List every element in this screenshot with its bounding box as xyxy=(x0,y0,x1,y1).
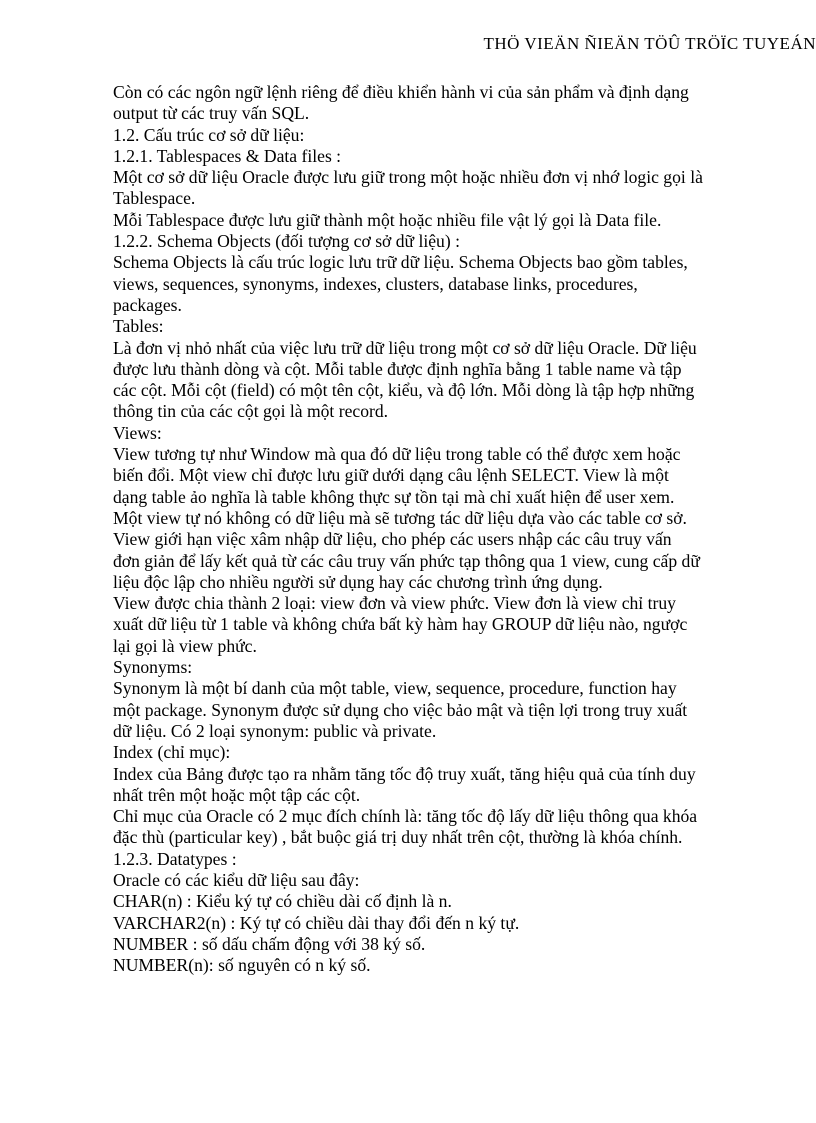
text-line: xuất dữ liệu từ 1 table và không chứa bất kỳ hàm hay GROUP dữ liệu nào, ngược xyxy=(113,614,688,635)
text-line: packages. xyxy=(113,294,182,315)
text-line: Index của Bảng được tạo ra nhằm tăng tốc độ truy xuất, tăng hiệu quả của tính duy xyxy=(113,763,696,784)
text-line: biến đổi. Một view chỉ được lưu giữ dưới dạng câu lệnh SELECT. View là một xyxy=(113,465,669,486)
text-line: một package. Synonym được sử dụng cho việc bảo mật và tiện lợi trong truy xuất xyxy=(113,699,688,720)
text-line: Index (chỉ mục): xyxy=(113,742,231,763)
text-line: Synonyms: xyxy=(113,657,193,678)
text-line: View tương tự như Window mà qua đó dữ liệu trong table có thể được xem hoặc xyxy=(113,444,681,465)
text-line: nhất trên một hoặc một tập các cột. xyxy=(113,784,361,805)
text-line: dữ liệu. Có 2 loại synonym: public và private. xyxy=(113,720,437,741)
text-line: được lưu thành dòng và cột. Mỗi table được định nghĩa bằng 1 table name và tập xyxy=(113,358,682,379)
text-line: Views: xyxy=(113,422,162,443)
text-line: 1.2.1. Tablespaces & Data files : xyxy=(113,145,342,166)
text-line: CHAR(n) : Kiểu ký tự có chiều dài cố định là n. xyxy=(113,891,452,912)
document-body xyxy=(113,82,753,976)
text-line: Mỗi Tablespace được lưu giữ thành một hoặc nhiều file vật lý gọi là Data file. xyxy=(113,209,662,230)
text-line: Tablespace. xyxy=(113,188,196,209)
text-line: Synonym là một bí danh của một table, view, sequence, procedure, function hay xyxy=(113,678,677,699)
text-line: Chỉ mục của Oracle có 2 mục đích chính là: tăng tốc độ lấy dữ liệu thông qua khóa xyxy=(113,806,698,827)
text-line: Tables: xyxy=(113,316,164,337)
text-line: Oracle có các kiểu dữ liệu sau đây: xyxy=(113,869,360,890)
text-line: output từ các truy vấn SQL. xyxy=(113,103,310,124)
text-line: các cột. Mỗi cột (field) có một tên cột, kiểu, và độ lớn. Mỗi dòng là tập hợp những xyxy=(113,380,695,401)
text-line: View được chia thành 2 loại: view đơn và view phức. View đơn là view chỉ truy xyxy=(113,593,676,614)
text-line: đơn giản để lấy kết quả từ các câu truy vấn phức tạp thông qua 1 view, cung cấp dữ xyxy=(113,550,700,571)
text-line: views, sequences, synonyms, indexes, clusters, database links, procedures, xyxy=(113,273,638,294)
text-line: VARCHAR2(n) : Ký tự có chiều dài thay đổi đến n ký tự. xyxy=(113,912,520,933)
text-line: Là đơn vị nhỏ nhất của việc lưu trữ dữ liệu trong một cơ sở dữ liệu Oracle. Dữ liệu xyxy=(113,337,697,358)
text-line: View giới hạn việc xâm nhập dữ liệu, cho phép các users nhập các câu truy vấn xyxy=(113,529,672,550)
text-line: NUMBER : số dấu chấm động với 38 ký số. xyxy=(113,933,426,954)
text-line: lại gọi là view phức. xyxy=(113,635,257,656)
text-line: thông tin của các cột gọi là một record. xyxy=(113,401,389,422)
text-line: Một view tự nó không có dữ liệu mà sẽ tương tác dữ liệu dựa vào các table cơ sở. xyxy=(113,507,687,528)
text-line: Một cơ sở dữ liệu Oracle được lưu giữ trong một hoặc nhiều đơn vị nhớ logic gọi là xyxy=(113,167,703,188)
text-line: NUMBER(n): số nguyên có n ký số. xyxy=(113,955,371,976)
text-line: dạng table ảo nghĩa là table không thực sự tồn tại mà chỉ xuất hiện để user xem. xyxy=(113,486,675,507)
text-line: Schema Objects là cấu trúc logic lưu trữ dữ liệu. Schema Objects bao gồm tables, xyxy=(113,252,688,273)
text-line: 1.2.2. Schema Objects (đối tượng cơ sở dữ liệu) : xyxy=(113,231,460,252)
text-line: 1.2. Cấu trúc cơ sở dữ liệu: xyxy=(113,124,305,145)
text-line: Còn có các ngôn ngữ lệnh riêng để điều khiển hành vi của sản phẩm và định dạng xyxy=(113,82,689,102)
page-header: THÖ VIEÄN ÑIEÄN TÖÛ TRÖÏC TUYEÁN xyxy=(483,34,816,53)
text-line: 1.2.3. Datatypes : xyxy=(113,848,237,869)
text-line: đặc thù (particular key) , bắt buộc giá trị duy nhất trên cột, thường là khóa chính. xyxy=(113,827,683,848)
text-line: liệu độc lập cho nhiều người sử dụng hay các chương trình ứng dụng. xyxy=(113,571,603,592)
